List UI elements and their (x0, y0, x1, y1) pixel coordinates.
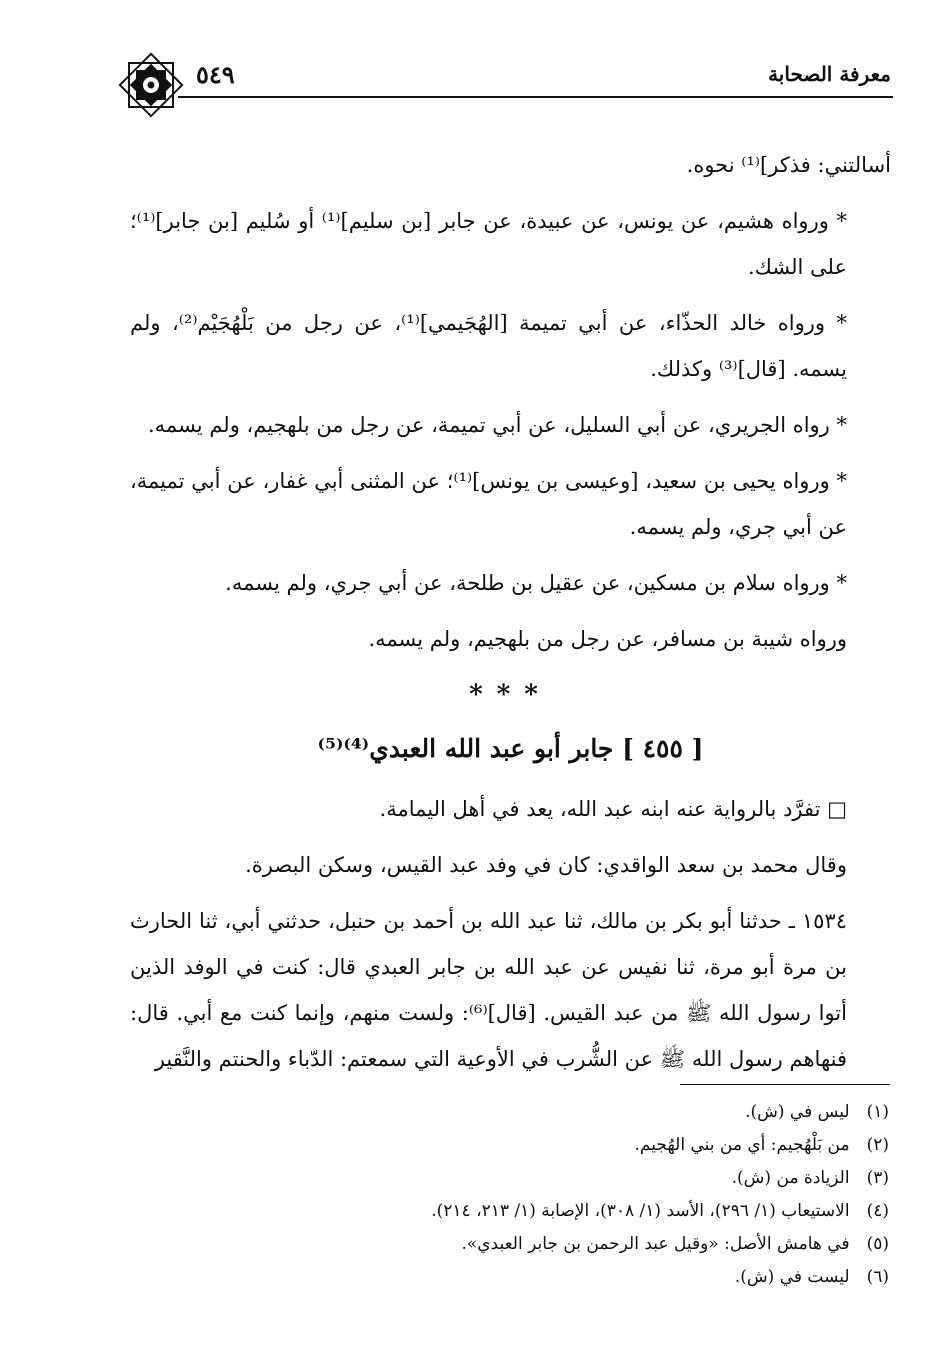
footnote (130, 1261, 889, 1294)
page-number: ٥٤٩ (196, 60, 235, 89)
section-separator: *** (469, 680, 552, 710)
footnote-rule (680, 1084, 890, 1085)
footnote-text: الاستيعاب (١/ ٢٩٦)، الأسد (١/ ٣٠٨)، الإصابة (١/ ٢١٣، ٢١٤). (431, 1201, 850, 1221)
paragraph: * ورواه خالد الحذّاء، عن أبي تميمة [الهُجَيمي]⁽¹⁾، عن رجل من بَلْهُجَيْم⁽²⁾، ولم يسمه. [قال]⁽³⁾ وكذلك. (130, 311, 847, 381)
footnote-number: (٥) (866, 1234, 889, 1254)
paragraph: □ تفرَّد بالرواية عنه ابنه عبد الله، يعد في أهل اليمامة. (379, 797, 847, 821)
footnote-number: (٦) (866, 1267, 889, 1287)
footnote (130, 1195, 889, 1228)
paragraph: * ورواه هشيم، عن يونس، عن عبيدة، عن جابر [بن سليم]⁽¹⁾ أو سُليم [بن جابر]⁽¹⁾؛ على الشك. (130, 209, 847, 279)
running-header-title: معرفة الصحابة (768, 62, 891, 86)
paragraph: وقال محمد بن سعد الواقدي: كان في وفد عبد القيس، وسكن البصرة. (245, 853, 847, 877)
paragraph: أسالتني: فذكر]⁽¹⁾ نحوه. (686, 153, 891, 177)
footnote (130, 1129, 889, 1162)
header-rule (178, 96, 893, 98)
footnote-text: الزيادة من (ش). (731, 1168, 850, 1188)
paragraph: * ورواه يحيى بن سعيد، [وعيسى بن يونس]⁽¹⁾؛ عن المثنى أبي غفار، عن أبي تميمة، عن أبي جري، ولم يسمه. (130, 469, 847, 539)
footnote-text: في هامش الأصل: «وقيل عبد الرحمن بن جابر العبدي». (461, 1234, 850, 1254)
footnotes (130, 1096, 889, 1294)
footnote-text: ليس في (ش). (745, 1102, 850, 1122)
footnote-number: (٣) (866, 1168, 889, 1188)
footnote-number: (٤) (866, 1201, 889, 1221)
paragraph: * رواه الجريري، عن أبي السليل، عن أبي تميمة، عن رجل من بلهجيم، ولم يسمه. (148, 413, 847, 437)
footnote-number: (٢) (866, 1135, 889, 1155)
footnote (130, 1228, 889, 1261)
footnote (130, 1162, 889, 1195)
footnote-text: من بَلْهُجيم: أي من بني الهُجيم. (634, 1135, 850, 1155)
footnote-text: ليست في (ش). (734, 1267, 850, 1287)
paragraph: * ورواه سلام بن مسكين، عن عقيل بن طلحة، عن أبي جري، ولم يسمه. (225, 571, 847, 595)
footnote-number: (١) (866, 1102, 889, 1122)
hadith-paragraph: ١٥٣٤ ـ حدثنا أبو بكر بن مالك، ثنا عبد الله بن أحمد بن حنبل، حدثني أبي، ثنا الحارث بن مرة أبو مرة، ثنا نفيس عن عبد الله بن جابر العبدي قال: كنت في الوفد الذين أتوا رسول الله ﷺ من عبد القيس. [قال]⁽⁶⁾: ولست منهم، وإنما كنت مع أبي. قال: فنهاهم رسول الله ﷺ عن الشُّرب في الأوعية التي سمعتم: الدّباء والحنتم والنَّقير (130, 909, 847, 1071)
main-text (130, 142, 891, 1092)
footnote (130, 1096, 889, 1129)
paragraph: ورواه شيبة بن مسافر، عن رجل من بلهجيم، ولم يسمه. (368, 627, 847, 651)
section-heading: [ ٤٥٥ ] جابر أبو عبد الله العبدي⁽⁴⁾⁽⁵⁾ (317, 734, 704, 763)
octagram-ornament-icon (118, 52, 184, 118)
